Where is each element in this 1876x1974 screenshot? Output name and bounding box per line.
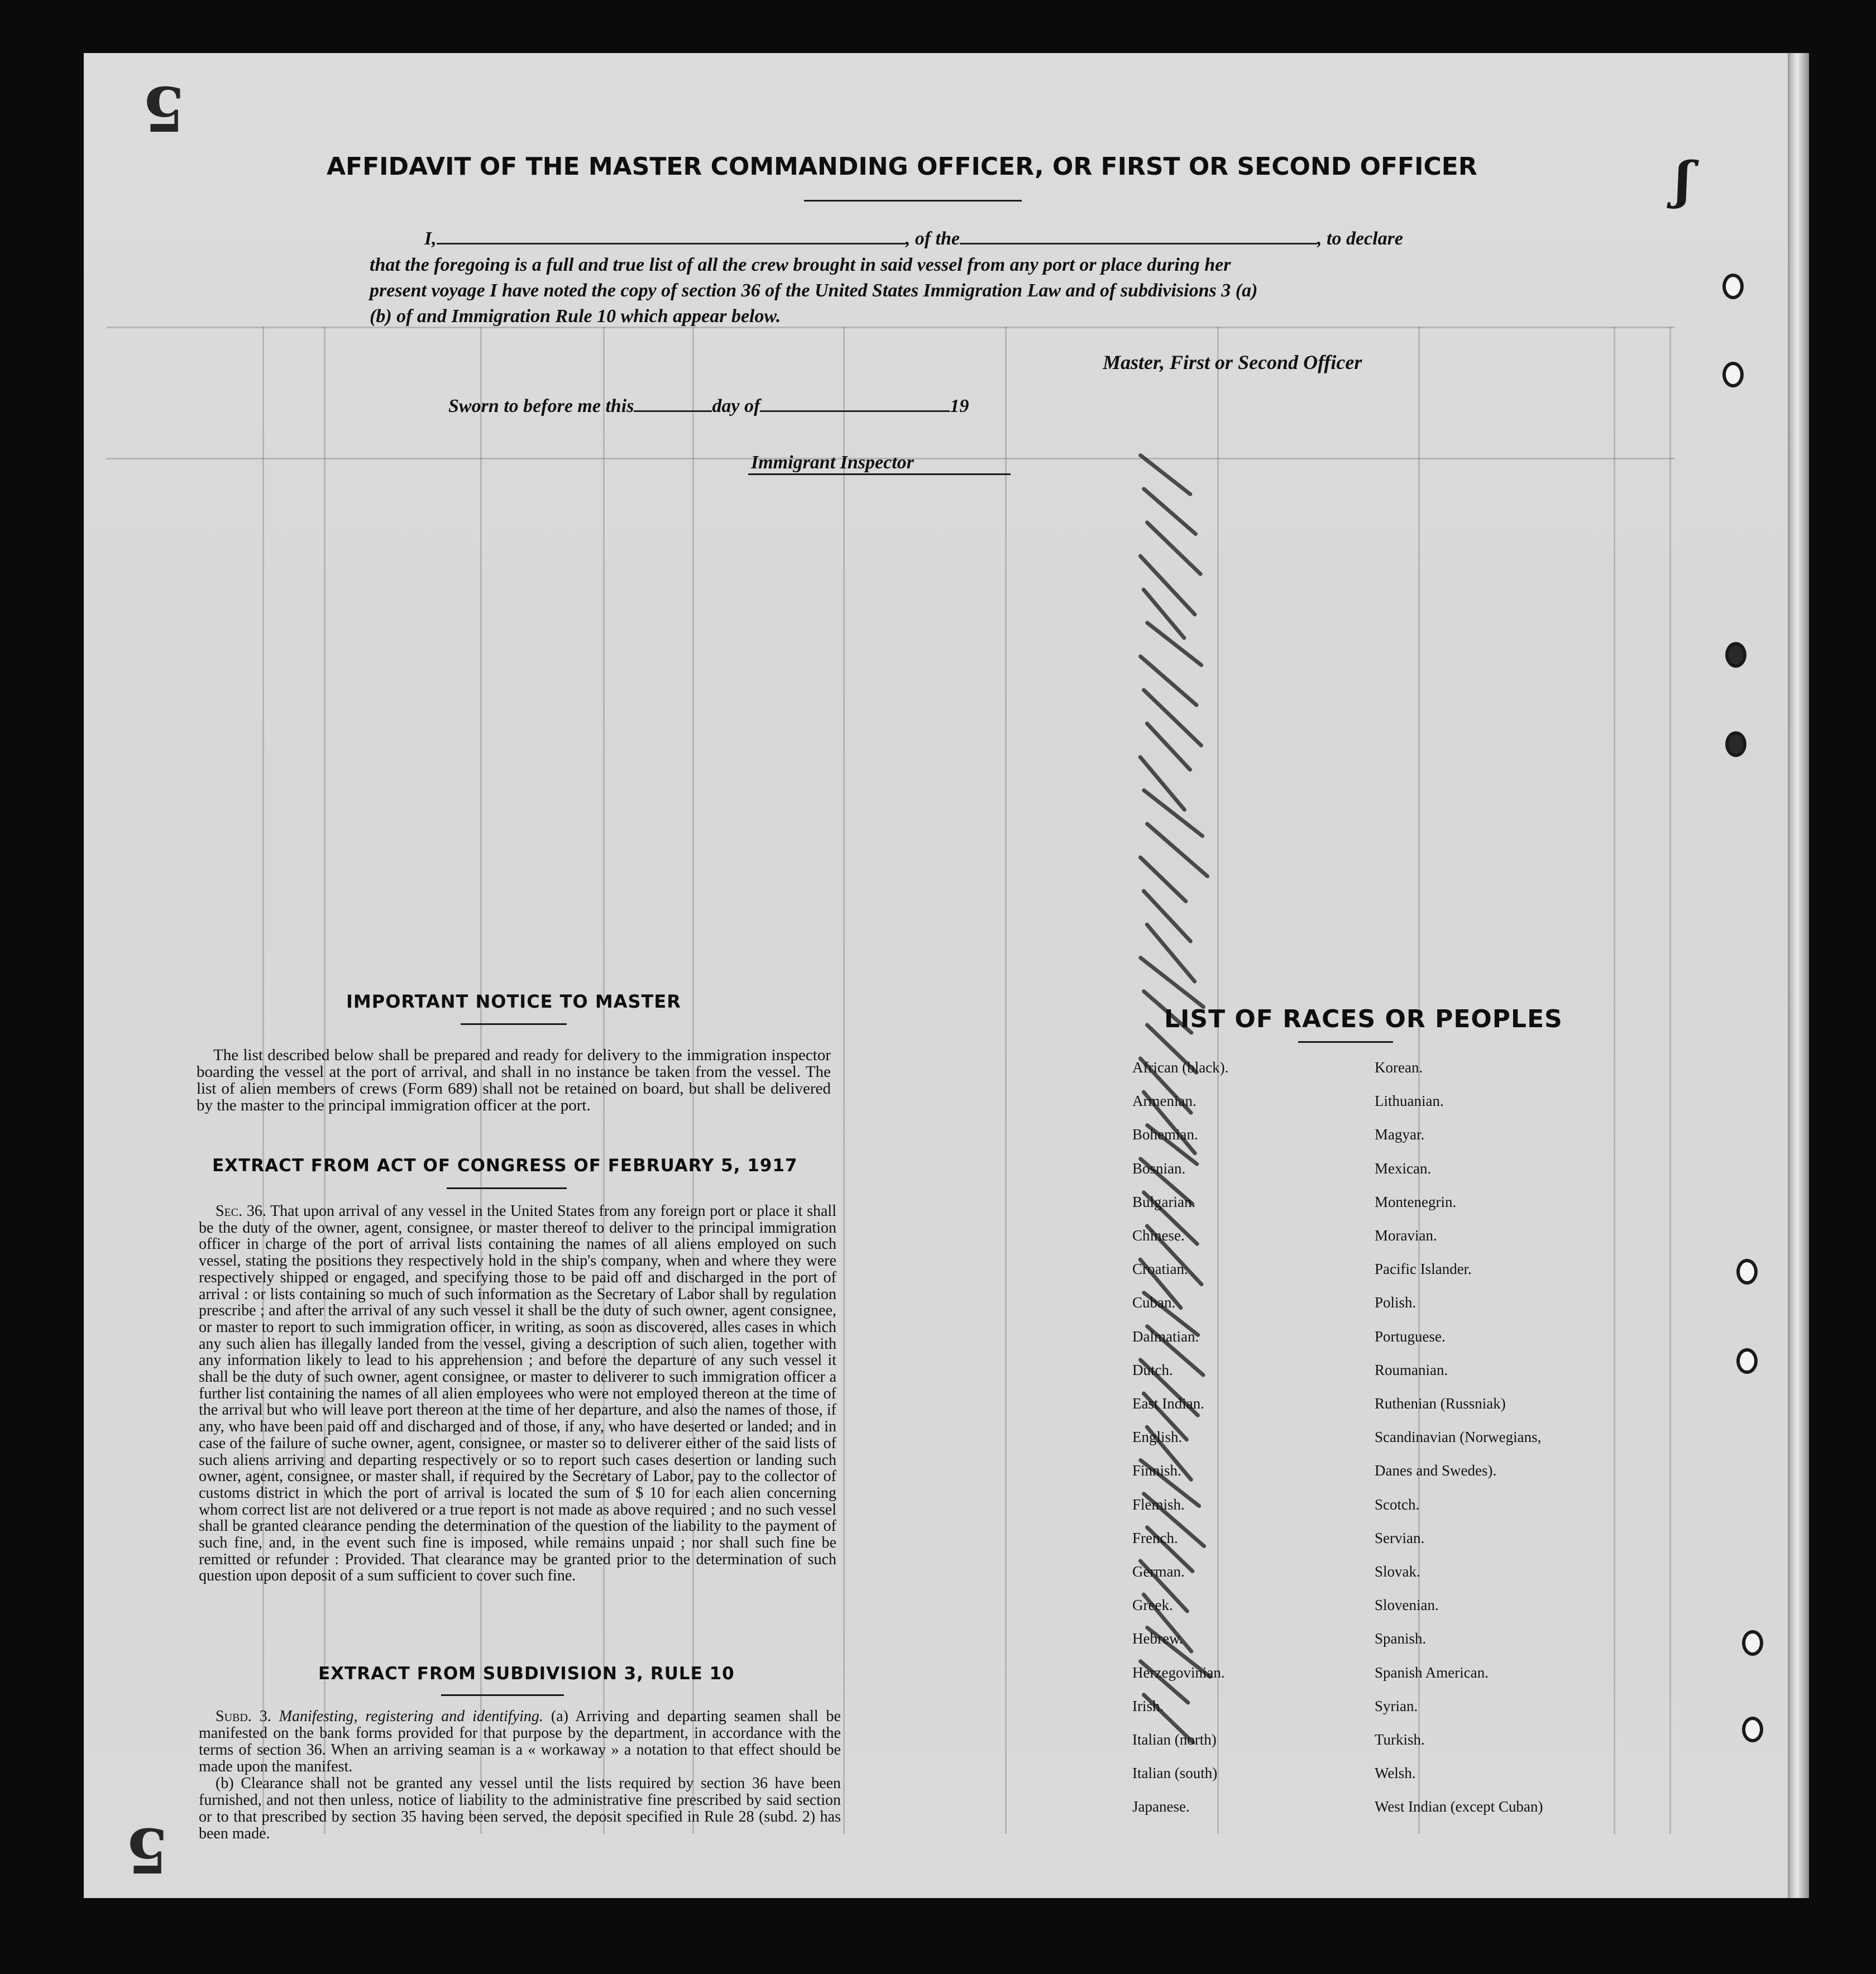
race-entry: West Indian (except Cuban) xyxy=(1375,1798,1543,1815)
race-entry: Pacific Islander. xyxy=(1375,1261,1472,1278)
race-entry: Hebrew. xyxy=(1132,1630,1183,1647)
race-entry: Italian (south) xyxy=(1132,1765,1218,1782)
race-entry: African (black). xyxy=(1132,1059,1229,1076)
race-entry: Roumanian. xyxy=(1375,1361,1448,1378)
officer-signature-label: Master, First or Second Officer xyxy=(1103,351,1362,373)
race-entry: Scotch. xyxy=(1375,1496,1420,1513)
declare-label: , to declare xyxy=(1317,228,1403,249)
race-entry: Italian (north) xyxy=(1132,1731,1217,1748)
rule-subd-heading: Manifesting, registering and identifying. xyxy=(279,1708,543,1725)
race-entry: Bosnian. xyxy=(1132,1160,1186,1177)
year-prefix: 19 xyxy=(950,396,969,416)
punch-hole xyxy=(1742,1717,1763,1742)
race-entry: Cuban. xyxy=(1132,1294,1176,1311)
punch-hole xyxy=(1736,1259,1758,1285)
of-the-label: , of the xyxy=(905,228,960,249)
sworn-label: Sworn to before me this xyxy=(448,396,634,416)
day-of-label: day of xyxy=(712,396,760,416)
punch-hole xyxy=(1722,362,1744,387)
affidavit-i-label: I, xyxy=(424,228,437,249)
races-rule xyxy=(1298,1041,1393,1043)
race-entry: Armenian. xyxy=(1132,1093,1197,1110)
sheet-edge xyxy=(1789,53,1809,1898)
race-entry: Japanese. xyxy=(1132,1798,1190,1815)
race-entry: Flemish. xyxy=(1132,1496,1185,1513)
race-entry: Servian. xyxy=(1375,1529,1425,1546)
race-entry: Mexican. xyxy=(1375,1160,1432,1177)
race-entry: Spanish. xyxy=(1375,1630,1427,1647)
race-entry: Slovak. xyxy=(1375,1563,1420,1580)
vessel-name-field[interactable] xyxy=(960,228,1317,245)
act-section-label: Sec. 36. xyxy=(216,1202,266,1220)
race-entry: Magyar. xyxy=(1375,1126,1425,1143)
affidavit-line-1 xyxy=(424,228,1403,250)
races-title: LIST OF RACES OR PEOPLES xyxy=(1164,1005,1563,1033)
race-entry: Finnish. xyxy=(1132,1462,1181,1479)
inspector-signature-line[interactable] xyxy=(748,473,1011,475)
rule-title: EXTRACT FROM SUBDIVISION 3, RULE 10 xyxy=(318,1664,735,1684)
title-rule xyxy=(804,200,1022,202)
rule-body-a: (a) Arriving and departing seamen shall be manifested on the bank forms provided for that purpose by the department, in accordance with the terms of section 36. When an arriving seaman is a « workaway » a notation to that effect should be made upon the manifest. xyxy=(199,1708,841,1775)
document-sheet xyxy=(84,53,1792,1898)
race-entry: French. xyxy=(1132,1529,1178,1546)
rule-rule xyxy=(441,1694,564,1696)
act-rule xyxy=(447,1187,567,1189)
race-entry: Korean. xyxy=(1375,1059,1423,1076)
race-entry: Greek. xyxy=(1132,1597,1173,1614)
race-entry: Syrian. xyxy=(1375,1697,1418,1714)
race-entry: Croatian. xyxy=(1132,1261,1188,1278)
race-entry: Chinese. xyxy=(1132,1227,1185,1244)
race-entry: Slovenian. xyxy=(1375,1597,1439,1614)
handwritten-mark: ʃ xyxy=(1675,151,1692,210)
race-entry: Spanish American. xyxy=(1375,1664,1489,1681)
rule-subd-label: Subd. 3. xyxy=(216,1708,271,1725)
act-body xyxy=(199,1203,836,1584)
race-entry: Welsh. xyxy=(1375,1765,1416,1782)
race-entry: German. xyxy=(1132,1563,1185,1580)
punch-hole xyxy=(1725,731,1746,757)
race-entry: English. xyxy=(1132,1429,1183,1446)
race-entry: Ruthenian (Russniak) xyxy=(1375,1395,1506,1412)
page-number-mark-bottom: 5 xyxy=(126,1814,169,1886)
race-entry: Irish. xyxy=(1132,1697,1164,1714)
race-entry: Polish. xyxy=(1375,1294,1416,1311)
race-entry: Portuguese. xyxy=(1375,1328,1446,1345)
master-name-field[interactable] xyxy=(437,228,906,245)
affidavit-line-3: present voyage I have noted the copy of section 36 of the United States Immigration Law and of subdivisions 3 (a) xyxy=(370,280,1258,301)
race-entry: Montenegrin. xyxy=(1375,1193,1457,1210)
rule-body xyxy=(199,1708,841,1842)
race-entry: Scandinavian (Norwegians, xyxy=(1375,1429,1542,1446)
rule-body-b: (b) Clearance shall not be granted any vessel until the lists required by section 36 have been furnished, and not then unless, notice of liability to the administrative fine prescribed by said section or to that prescribed by section 35 having been served, the deposit specified in Rule 28 (subd. 2) has been made. xyxy=(199,1775,841,1842)
notice-title: IMPORTANT NOTICE TO MASTER xyxy=(346,991,681,1012)
race-entry: Danes and Swedes). xyxy=(1375,1462,1497,1479)
act-section-text: That upon arrival of any vessel in the United States from any foreign port or place it shall be the duty of the owner, agent, consignee, or master thereof to deliver to the principal immigration officer in charge of the port of arrival lists containing the names of all aliens employed on such vessel, stating the positions they respectively hold in the ship's company, when and where they were respectively shipped or engaged, and specifying those to be paid off and discharged in the port of arrival : or lists containing so much of such information as the Secretary of Labor shall by regulation prescribe ; and after the arrival of any such vessel it shall be the duty of such owner, agent consignee, or master to report to such immigration officer, in writing, as soon as discovered, alles cases in which any such alien has illegally landed from the vessel, giving a description of such alien, together with any information likely to lead to his apprehension ; and before the departure of any such vessel it shall be the duty of such owner, agent consignee, or master to deliverer to such immigration officer a further list containing the names of all alien employees who were not employed thereon at the time of the arrival but who will leave port thereon at the time of her departure, and also the names of those, if any, who have been paid off and discharged and of those, if any, who have deserted or landed; and in case of the failure of suche owner, agent, consignee, or master so to deliverer either of the said lists of such aliens arriving and departing respectively or so to report such cases desertion or landing such owner, agent, consignee, or master shall, if required by the Secretary of Labor, pay to the collector of customs district in which the port of arrival is located the sum of $ 10 for each alien concerning whom correct list are not delivered or a true report is not made as above required ; and no such vessel shall be granted clearance pending the determination of the question of the liability to the payment of such fine, and, in the event such fine is imposed, while remains unpaid ; nor shall such fine be remitted or refunder : Provided. That clearance may be granted prior to the determination of such question upon deposit of a sum sufficient to cover such fine. xyxy=(199,1202,836,1585)
sworn-month-field[interactable] xyxy=(760,395,950,412)
race-entry: Lithuanian. xyxy=(1375,1093,1444,1110)
affidavit-title: AFFIDAVIT OF THE MASTER COMMANDING OFFICER, OR FIRST OR SECOND OFFICER xyxy=(327,152,1477,181)
punch-hole xyxy=(1736,1348,1758,1374)
inspector-label: Immigrant Inspector xyxy=(751,452,914,473)
race-entry: Bulgarian. xyxy=(1132,1193,1196,1210)
race-entry: Bohemian. xyxy=(1132,1126,1198,1143)
race-entry: Turkish. xyxy=(1375,1731,1425,1748)
notice-rule xyxy=(461,1023,567,1025)
act-title: EXTRACT FROM ACT OF CONGRESS OF FEBRUARY 5, 1917 xyxy=(212,1156,798,1176)
notice-body: The list described below shall be prepared and ready for delivery to the immigration inspector boarding the vessel at the port of arrival, and shall in no instance be taken from the vessel. The list of alien members of crews (Form 689) shall not be retained on board, but shall be delivered by the master to the principal immigration officer at the port. xyxy=(197,1046,831,1114)
race-entry: East Indian. xyxy=(1132,1395,1204,1412)
race-entry: Dutch. xyxy=(1132,1361,1173,1378)
affidavit-line-2: that the foregoing is a full and true list of all the crew brought in said vessel from any port or place during her xyxy=(370,255,1231,275)
race-entry: Moravian. xyxy=(1375,1227,1437,1244)
page-number-mark: 5 xyxy=(142,73,185,145)
race-entry: Herzegovinian. xyxy=(1132,1664,1225,1681)
punch-hole xyxy=(1725,642,1746,668)
sworn-line xyxy=(448,395,969,417)
punch-hole xyxy=(1722,274,1744,299)
affidavit-line-4: (b) of and Immigration Rule 10 which appear below. xyxy=(370,306,781,327)
race-entry: Dalmatian. xyxy=(1132,1328,1199,1345)
sworn-day-field[interactable] xyxy=(634,395,712,412)
punch-hole xyxy=(1742,1630,1763,1656)
